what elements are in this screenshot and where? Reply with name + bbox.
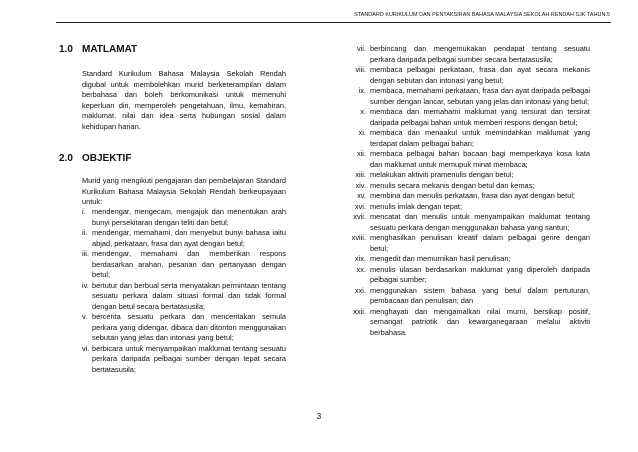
item-number: vii. — [356, 44, 366, 53]
list-item — [342, 65, 590, 86]
item-text: membaca dan menaakul untuk memindahkan maklumat yang terdapat dalam pelbagai bahan; — [370, 128, 590, 148]
item-text: berbincang dan mengemukakan pendapat tentang sesuatu perkara daripada pelbagai sumber secara bertatasusila; — [370, 44, 590, 64]
list-item — [82, 281, 286, 313]
list-item — [82, 207, 286, 228]
list-item — [342, 128, 590, 149]
list-item — [342, 181, 590, 192]
section-2-title: OBJEKTIF — [82, 153, 132, 164]
item-number: xii. — [356, 149, 366, 158]
item-text: membaca pelbagai perkataan, frasa dan ayat secara mekanis dengan sebutan dan intonasi yang betul; — [370, 65, 590, 85]
item-number: x. — [360, 107, 366, 116]
list-item — [342, 86, 590, 107]
list-item — [342, 44, 590, 65]
list-item — [342, 107, 590, 128]
item-number: i. — [82, 207, 86, 216]
item-text: membaca pelbagai bahan bacaan bagi memperkaya kosa kata dan maklumat untuk memupuk minat membaca; — [370, 149, 590, 169]
list-item — [342, 254, 590, 265]
item-number: xix. — [354, 254, 366, 263]
list-item — [342, 233, 590, 254]
item-number: xiv. — [355, 180, 366, 190]
item-number: xxii. — [353, 306, 366, 316]
item-text: menggunakan sistem bahasa yang betul dalam pertuturan, pembacaan dan penulisan; dan — [370, 285, 590, 305]
item-number: vi. — [82, 343, 90, 353]
item-number: xiii. — [355, 170, 366, 179]
section-1-title: MATLAMAT — [82, 44, 138, 55]
item-number: xvii. — [353, 212, 366, 221]
list-item — [342, 265, 590, 286]
item-number: v. — [82, 312, 88, 321]
item-text: menulis ulasan berdasarkan maklumat yang diperoleh daripada pelbagai sumber; — [370, 264, 590, 284]
item-number: iv. — [82, 280, 89, 290]
list-item — [342, 286, 590, 307]
section-2-intro: Murid yang mengikuti pengajaran dan pembelajaran Standard Kurikulum Bahasa Malaysia Sekolah Rendah berkeupayaan untuk: — [82, 176, 286, 206]
item-text: menulis imlak dengan tepat; — [370, 201, 463, 211]
item-text: membaca, memahami perkataan, frasa dan ayat daripada pelbagai sumber dengan lancar, sebutan yang jelas dan intonasi yang betul; — [370, 86, 590, 106]
objectives-list-left — [82, 207, 286, 375]
item-number: viii. — [355, 65, 366, 74]
list-item — [342, 307, 590, 339]
item-number: xv. — [357, 191, 366, 200]
item-text: mendengar, memahami dan memberikan respons berdasarkan arahan, pesanan dan pertanyaan dengan betul; — [92, 249, 286, 279]
item-number: xvi. — [354, 201, 366, 211]
list-item — [342, 170, 590, 181]
item-number: ix. — [358, 86, 366, 95]
item-number: xxi. — [354, 285, 366, 295]
item-text: bertutur dan berbual serta menyatakan permintaan tentang sesuatu perkara dalam situasi formal dan tidak formal dengan betul secara bertatasusila; — [92, 280, 286, 311]
list-item — [342, 191, 590, 202]
item-text: berbicara untuk menyampaikan maklumat tentang sesuatu perkara daripada pelbagai sumber dengan tepat secara bertatasusila; — [92, 343, 286, 374]
list-item — [342, 149, 590, 170]
item-text: membaca dan memahami maklumat yang tersurat dan tersirat daripada pelbagai bahan untuk memberi respons dengan betul; — [370, 107, 590, 127]
item-text: mendengar, memahami, dan menyebut bunyi bahasa iaitu abjad, perkataan, frasa dan ayat dengan betul; — [92, 228, 286, 248]
item-text: menulis secara mekanis dengan betul dan kemas; — [370, 180, 535, 190]
list-item — [342, 202, 590, 213]
item-number: iii. — [82, 249, 89, 258]
list-item — [82, 228, 286, 249]
item-text: melakukan aktiviti pramenulis dengan betul; — [370, 170, 514, 179]
list-item — [342, 212, 590, 233]
section-2-number: 2.0 — [59, 153, 73, 164]
list-item — [82, 344, 286, 376]
section-1-paragraph: Standard Kurikulum Bahasa Malaysia Sekolah Rendah digubal untuk membolehkan murid berketerampilan dalam berbahasa dan boleh berkomunikasi untuk memenuhi keperluan diri, memperoleh pengetahuan, ilmu, kemahiran, maklumat, nilai dan idea serta hubungan sosial dalam kehidupan harian. — [82, 69, 286, 131]
item-text: mengedit dan memurnikan hasil penulisan; — [370, 254, 511, 263]
running-header: STANDARD KURIKULUM DAN PENTAKSIRAN BAHASA MALAYSIA SEKOLAH RENDAH SJK TAHUN 5 — [354, 12, 610, 18]
item-number: xi. — [358, 128, 366, 137]
list-item — [82, 312, 286, 344]
item-text: menghayati dan mengamalkan nilai murni, bersikap positif, semangat patriotik dan kewarganegaraan melalui aktiviti berbahasa. — [370, 306, 590, 337]
objectives-list-right — [342, 44, 590, 338]
item-number: xviii. — [351, 233, 366, 242]
item-number: ii. — [82, 228, 88, 237]
item-text: membina dan menulis perkataan, frasa dan ayat dengan betul; — [370, 191, 576, 200]
item-text: bercerita sesuatu perkara dan menceritakan semula perkara yang didengar, dibaca dan ditonton menggunakan sebutan yang jelas dan intonasi yang betul; — [92, 312, 286, 342]
item-text: menghasilkan penulisan kreatif dalam pelbagai genre dengan betul; — [370, 233, 590, 253]
item-text: mencatat dan menulis untuk menyampaikan maklumat tentang sesuatu perkara dengan menggunakan bahasa yang santun; — [370, 212, 590, 232]
page-number: 3 — [316, 412, 322, 421]
header-rule — [56, 22, 611, 23]
section-1-number: 1.0 — [59, 44, 73, 55]
item-number: xx. — [356, 264, 366, 274]
item-text: mendengar, mengecam, mengajuk dan menentukan arah bunyi persekitaran dengan teliti dan betul; — [92, 207, 286, 227]
list-item — [82, 249, 286, 281]
